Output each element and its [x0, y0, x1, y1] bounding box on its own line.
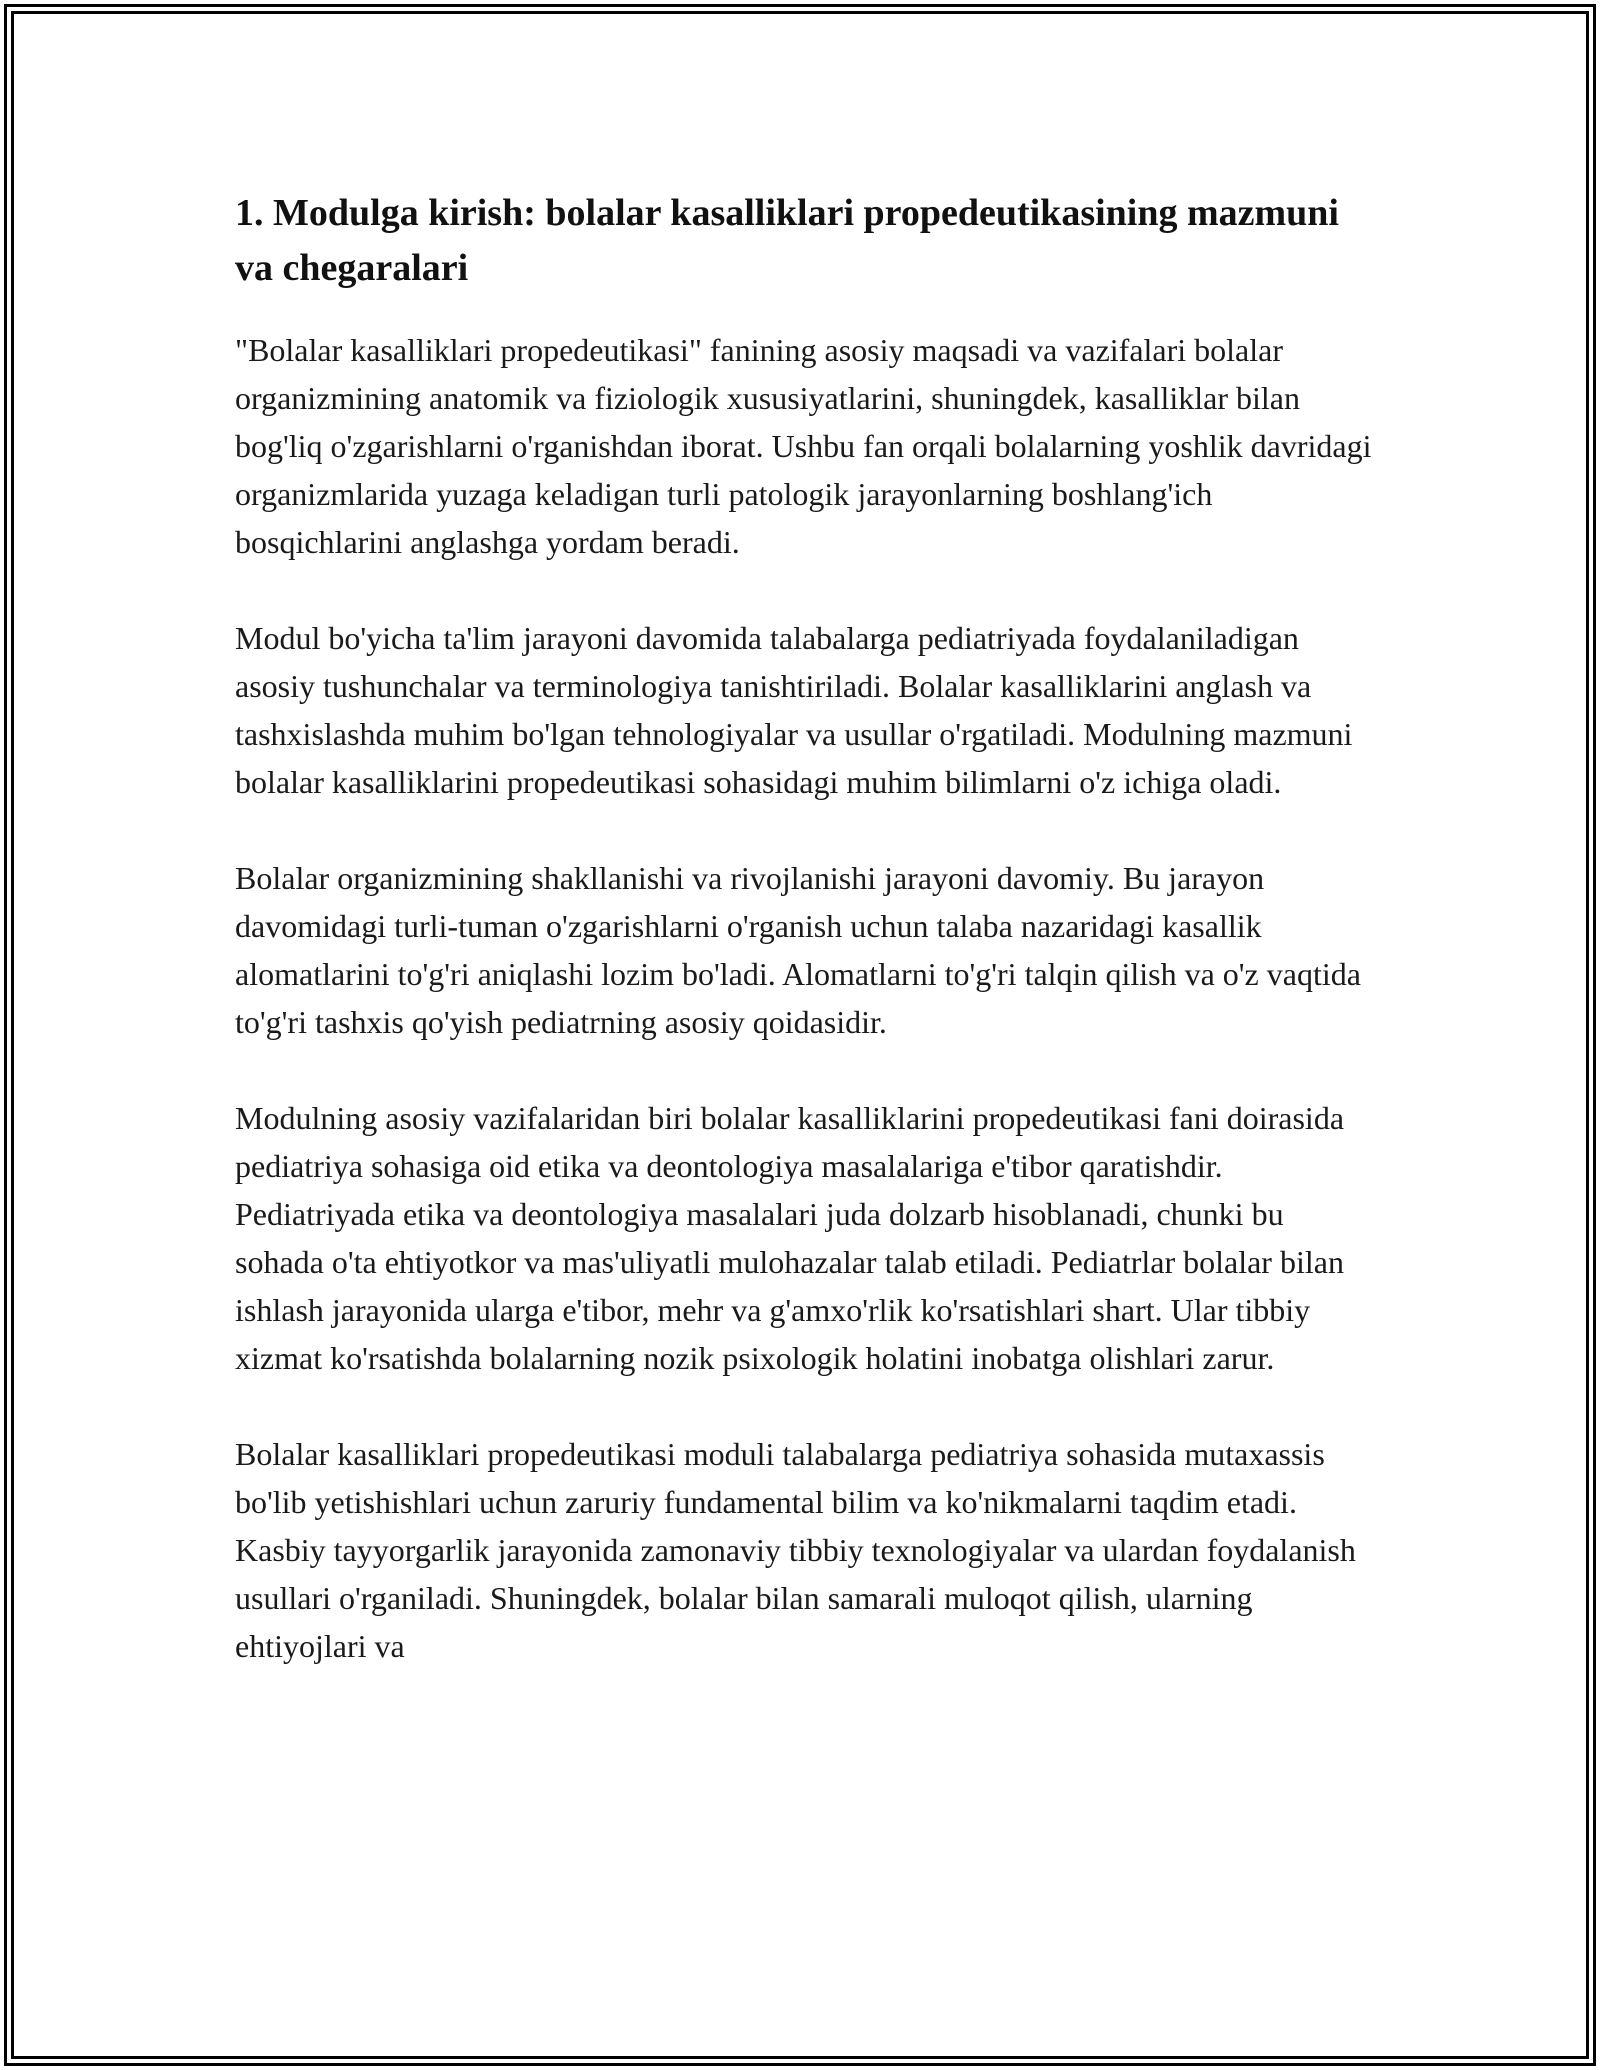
- section-heading: 1. Modulga kirish: bolalar kasalliklari propedeutikasining mazmuni va chegaralari: [235, 192, 1339, 289]
- paragraph-2: Modul bo'yicha ta'lim jarayoni davomida talabalarga pediatriyada foydalaniladigan asosiy tushunchalar va terminologiya tanishtiriladi. Bolalar kasalliklarini anglash va tashxislashda muhim bo'lgan tehnologiyalar va usullar o'rgatiladi. Modulning mazmuni bolalar kasalliklarini propedeutikasi sohasidagi muhim bilimlarni o'z ichiga oladi.: [235, 620, 1353, 800]
- paragraph-4: Modulning asosiy vazifalaridan biri bolalar kasalliklarini propedeutikasi fani doirasida pediatriya sohasiga oid etika va deontologiya masalalariga e'tibor qaratishdir. Pediatriyada etika va deontologiya masalalari juda dolzarb hisoblanadi, chunki bu sohada o'ta ehtiyotkor va mas'uliyatli mulohazalar talab etiladi. Pediatrlar bolalar bilan ishlash jarayonida ularga e'tibor, mehr va g'amxo'rlik ko'rsatishlari shart. Ular tibbiy xizmat ko'rsatishda bolalarning nozik psixologik holatini inobatga olishlari zarur.: [235, 1100, 1345, 1376]
- paragraph-5: Bolalar kasalliklari propedeutikasi moduli talabalarga pediatriya sohasida mutaxassis bo'lib yetishishlari uchun zaruriy fundamental bilim va ko'nikmalarni taqdim etadi. Kasbiy tayyorgarlik jarayonida zamonaviy tibbiy texnologiyalar va ulardan foydalanish usullari o'rganiladi. Shuningdek, bolalar bilan samarali muloqot qilish, ularning ehtiyojlari va: [235, 1436, 1356, 1664]
- paragraph-3: Bolalar organizmining shakllanishi va rivojlanishi jarayoni davomiy. Bu jarayon davomidagi turli-tuman o'zgarishlarni o'rganish uchun talaba nazaridagi kasallik alomatlarini to'g'ri aniqlashi lozim bo'ladi. Alomatlarni to'g'ri talqin qilish va o'z vaqtida to'g'ri tashxis qo'yish pediatrning asosiy qoidasidir.: [235, 860, 1361, 1040]
- paragraph-1: "Bolalar kasalliklari propedeutikasi" fanining asosiy maqsadi va vazifalari bolalar organizmining anatomik va fiziologik xususiyatlarini, shuningdek, kasalliklar bilan bog'liq o'zgarishlarni o'rganishdan iborat. Ushbu fan orqali bolalarning yoshlik davridagi organizmlarida yuzaga keladigan turli patologik jarayonlarning boshlang'ich bosqichlarini anglashga yordam beradi.: [235, 332, 1372, 560]
- document-body: [235, 186, 1380, 1718]
